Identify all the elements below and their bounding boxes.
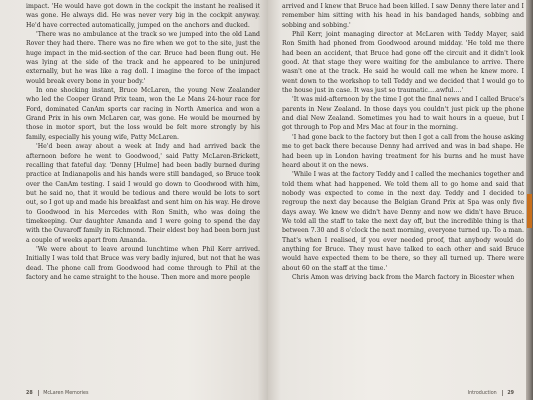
footer-divider: [38, 390, 39, 396]
right-paragraph-1: arrived and I knew that Bruce had been killed. I saw Denny there later and I remember him sitting with his head in his bandaged hands, sobbing and sobbing and sobbing.': [282, 3, 524, 29]
left-paragraph-5: 'We were about to leave around lunchtime when Phil Kerr arrived. Initially I was told that Bruce was very badly injured, but not that he was dead. The phone call from Goodwood had come through to Phil at the factory and he came straight to the house. Then more and more people: [26, 245, 260, 281]
right-footer: [468, 390, 514, 396]
right-paragraph-2: Phil Kerr, joint managing director at McLaren with Teddy Mayer, said Ron Smith had phoned from Goodwood around midday. 'He told me there had been an accident, that Bruce had gone off the circuit and it didn't look good. At that stage they were waiting for the ambulance to arrive. There wasn't one at the track. He said he would call me when he knew more. I went down to the workshop to tell Teddy and we decided that I would go to the house just in case. It was just so traumatic….awful….': [282, 31, 524, 95]
left-paragraph-3: In one shocking instant, Bruce McLaren, the young New Zealander who led the Cooper Grand Prix team, won the Le Mans 24-hour race for Ford, dominated CanAm sports car racing in North America and won a Grand Prix in his own McLaren car, was gone. He would be mourned by those in motor sport, but the loss would be felt more strongly by his family, especially his young wife, Patty McLaren.: [26, 87, 260, 141]
right-paragraph-6: Chris Amon was driving back from the March factory in Bicester when: [292, 273, 515, 281]
page-edge-shadow: [526, 0, 533, 400]
left-page-number: 28: [26, 390, 33, 396]
left-paragraph-2: 'There was no ambulance at the track so we jumped into the old Land Rover they had there. There was no fire when we got to the site, just the huge impact in the mid-section of the car. Bruce had been flung out. He was lying at the side of the track and he appeared to be uninjured externally, but he was like a rag doll. I imagine the force of the impact would break every bone in your body.': [26, 31, 260, 85]
section-tab-marker: [527, 194, 532, 228]
right-paragraph-3: 'It was mid-afternoon by the time I got the final news and I called Bruce's parents in New Zealand. In those days you couldn't just pick up the phone and dial New Zealand. Sometimes you had to wait hours in a queue, but I got through to Pop and Mrs Mac at four in the morning.: [282, 96, 524, 132]
right-page-number: 29: [507, 390, 514, 396]
right-page: [268, 0, 526, 400]
left-running-head: McLaren Memories: [43, 390, 89, 396]
right-paragraph-4: 'I had gone back to the factory but then I got a call from the house asking me to get back there because Denny had arrived and was in bad shape. He had been up in London having treatment for his burns and he must have heard about it on the news.: [282, 133, 524, 169]
footer-divider: [502, 390, 503, 396]
right-running-head: Introduction: [467, 390, 497, 396]
right-paragraph-5: 'While I was at the factory Teddy and I called the mechanics together and told them what had happened. We told them all to go home and said that nobody was expected to come in the next day. Teddy and I decided to regroup the next day because the Belgian Grand Prix at Spa was only five days away. We knew we didn't have Denny and now we didn't have Bruce. We told all the staff to take the next day off, but the incredible thing is that between 7.30 and 8 o'clock the next morning, everyone turned up. To a man. That's when I realised, if you ever needed proof, that anybody would do anything for Bruce. They must have talked to each other and said Bruce would have expected them to be there, so they all turned up. There were about 60 on the staff at the time.': [282, 171, 524, 272]
left-footer: [26, 390, 89, 396]
left-paragraph-1: impact. 'He would have got down in the cockpit the instant he realised it was gone. He always did. He was never very big in the cockpit anyway. He'd have corrected automatically, jumped on the anchors and ducked.: [26, 3, 260, 29]
left-paragraph-4: 'He'd been away about a week at Indy and had arrived back the afternoon before he went to Goodwood,' said Patty McLaren-Brickett, recalling that fateful day. 'Denny [Hulme] had been badly burned during practice at Indianapolis and his hands were still bandaged, so Bruce took over the CanAm testing. I said I would go down to Goodwood with him, but he said no, that it would be tedious and there would be lots to sort out, so I got up and made his breakfast and sent him on his way. He drove to Goodwood in his Mercedes with Ron Smith, who was doing the timekeeping. Our daughter Amanda and I were going to spend the day with the Ouvaroff family in Richmond. Their eldest boy had been born just a couple of weeks apart from Amanda.: [26, 143, 260, 244]
